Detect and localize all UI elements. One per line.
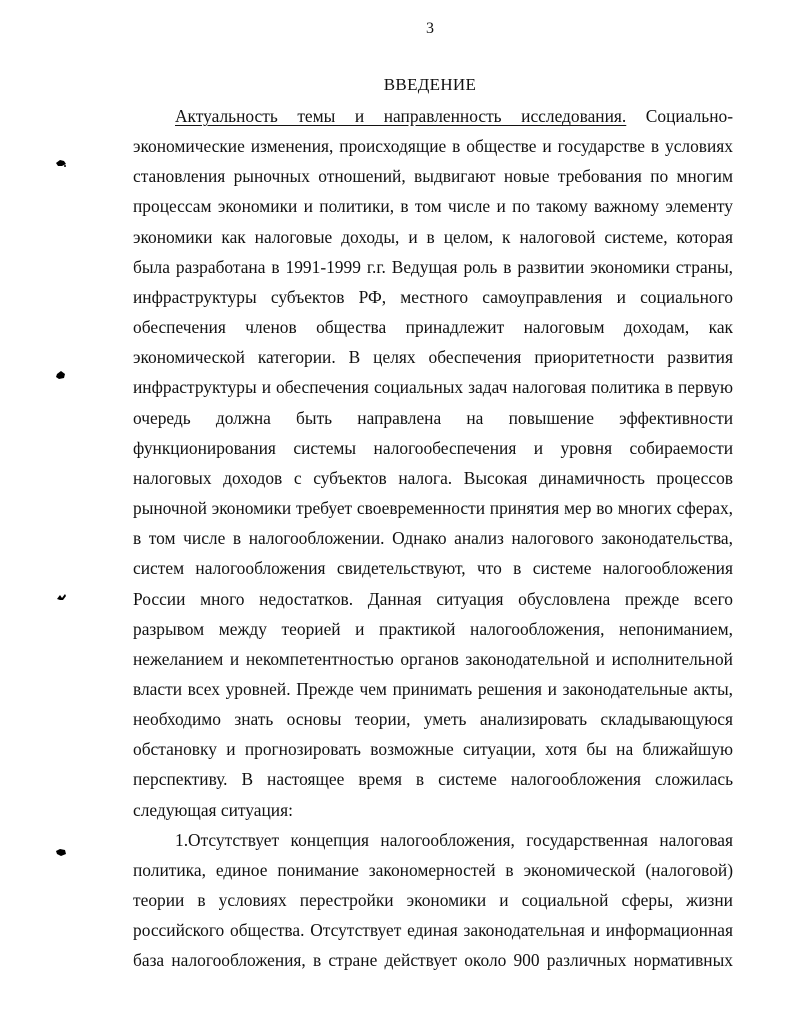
text-line: обстановку и прогнозировать возможные ситуации, хотя бы на ближайшую xyxy=(133,739,733,760)
text-line: налоговых доходов с субъектов налога. Высокая динамичность процессов xyxy=(133,467,733,488)
text-line: очередь должна быть направлена на повышение эффективности xyxy=(133,407,733,428)
margin-mark-icon xyxy=(55,592,67,602)
text-line: обеспечения членов общества принадлежит налоговым доходам, как xyxy=(133,317,733,338)
text-line: экономики как налоговые доходы, и в целом, к налоговой системе, которая xyxy=(133,226,733,247)
text-line: систем налогообложения свидетельствуют, что в системе налогообложения xyxy=(133,558,733,579)
underlined-lead: Актуальность темы и направленность исследования. xyxy=(175,106,627,126)
margin-mark-icon xyxy=(55,847,67,857)
text-line: Актуальность темы и направленность исследования. Социально- xyxy=(175,106,733,126)
text-line: функционирования системы налогообеспечения и уровня собираемости xyxy=(133,437,733,458)
text-line: нежеланием и некомпетентностью органов законодательной и исполнительной xyxy=(133,648,733,669)
text-line: 1.Отсутствует концепция налогообложения, государственная налоговая xyxy=(175,829,733,850)
text-line: России много недостатков. Данная ситуация обусловлена прежде всего xyxy=(133,588,733,609)
section-heading: ВВЕДЕНИЕ xyxy=(383,75,477,94)
text-line: база налогообложения, в стране действует около 900 различных нормативных xyxy=(133,950,733,971)
text-line: экономические изменения, происходящие в обществе и государстве в условиях xyxy=(133,136,733,157)
margin-mark-icon xyxy=(55,370,67,380)
text-line: разрывом между теорией и практикой налогообложения, непониманием, xyxy=(133,618,733,639)
text-line: инфраструктуры и обеспечения социальных задач налоговая политика в первую xyxy=(133,377,733,398)
text-line: была разработана в 1991-1999 г.г. Ведущая роль в развитии экономики страны, xyxy=(133,256,733,277)
text-line: в том числе в налогообложении. Однако анализ налогового законодательства, xyxy=(133,528,733,549)
paragraph-item-1 xyxy=(133,825,733,976)
text-line: теории в условиях перестройки экономики и социальной сферы, жизни xyxy=(133,890,733,911)
text-line: власти всех уровней. Прежде чем принимать решения и законодательные акты, xyxy=(133,678,733,699)
text-line: следующая ситуация: xyxy=(133,799,293,820)
text-line: российского общества. Отсутствует единая законодательная и информационная xyxy=(133,920,733,941)
page-number: 3 xyxy=(426,20,434,37)
text-line: экономической категории. В целях обеспечения приоритетности развития xyxy=(133,347,733,368)
body-text xyxy=(133,101,733,976)
text-line: необходимо знать основы теории, уметь анализировать складывающуюся xyxy=(133,709,733,730)
paragraph-relevance xyxy=(133,101,733,825)
text-line: перспективу. В настоящее время в системе налогообложения сложилась xyxy=(133,769,733,790)
text-line: рыночной экономики требует своевременности принятия мер во многих сферах, xyxy=(133,498,733,519)
text-line: становления рыночных отношений, выдвигают новые требования по многим xyxy=(133,166,733,187)
text-line: процессам экономики и политики, в том числе и по такому важному элементу xyxy=(133,196,733,217)
margin-mark-icon xyxy=(55,158,67,168)
text-line: политика, единое понимание закономерностей в экономической (налоговой) xyxy=(133,859,733,880)
text-line: инфраструктуры субъектов РФ, местного самоуправления и социального xyxy=(133,286,733,307)
